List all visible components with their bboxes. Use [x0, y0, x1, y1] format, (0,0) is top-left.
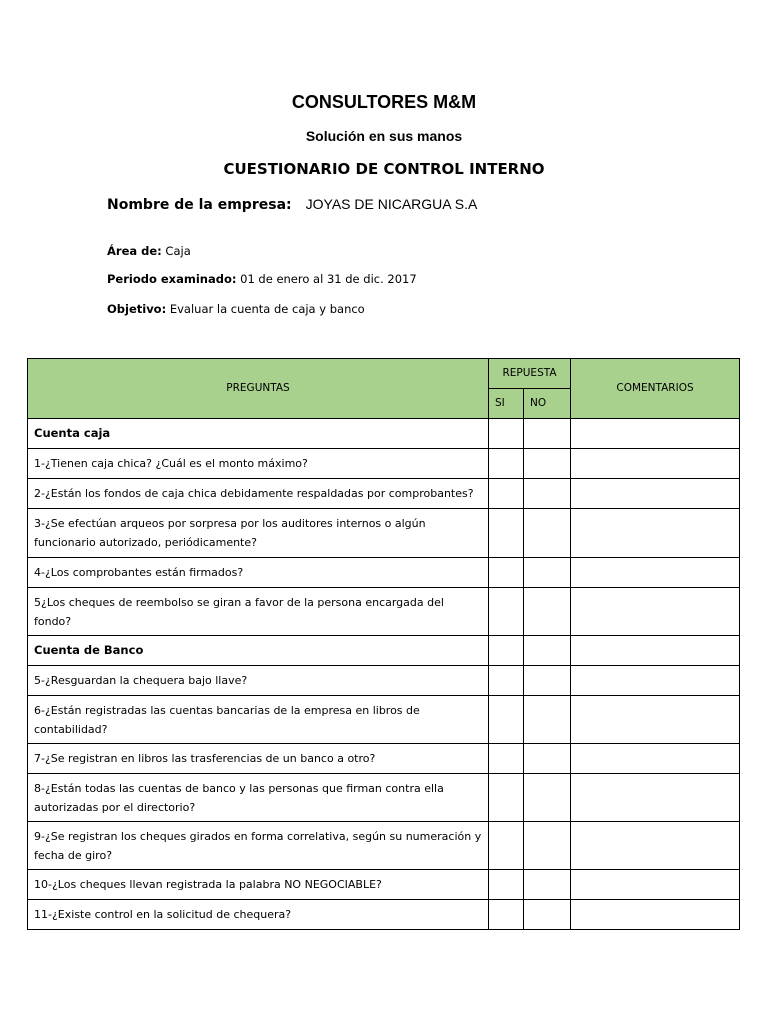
comment-cell[interactable] — [571, 696, 740, 744]
empresa-label: Nombre de la empresa: — [107, 197, 292, 213]
question-text: 3-¿Se efectúan arqueos por sorpresa por los auditores internos o algún funcionario autorizado, periódicamente? — [28, 509, 489, 558]
comment-cell[interactable] — [571, 636, 740, 666]
question-row — [28, 744, 740, 774]
no-cell[interactable] — [524, 666, 571, 696]
objetivo-line — [107, 302, 365, 316]
question-text: 9-¿Se registran los cheques girados en forma correlativa, según su numeración y fecha de giro? — [28, 822, 489, 870]
si-cell[interactable] — [489, 588, 524, 636]
empresa-line — [107, 196, 477, 213]
periodo-line — [107, 272, 417, 286]
question-text: 8-¿Están todas las cuentas de banco y las personas que firman contra ella autorizadas por el directorio? — [28, 774, 489, 822]
periodo-label: Periodo examinado: — [107, 272, 237, 286]
comment-cell[interactable] — [571, 870, 740, 900]
no-cell[interactable] — [524, 822, 571, 870]
comment-cell[interactable] — [571, 822, 740, 870]
question-text: 5¿Los cheques de reembolso se giran a favor de la persona encargada del fondo? — [28, 588, 489, 636]
header-si: SI — [489, 389, 524, 419]
comment-cell[interactable] — [571, 479, 740, 509]
company-name: CONSULTORES M&M — [291, 92, 477, 112]
objetivo-label: Objetivo: — [107, 302, 167, 316]
comment-cell[interactable] — [571, 744, 740, 774]
comment-cell[interactable] — [571, 419, 740, 449]
si-cell[interactable] — [489, 900, 524, 930]
area-value: Caja — [165, 244, 191, 258]
question-text: 5-¿Resguardan la chequera bajo llave? — [28, 666, 489, 696]
si-cell[interactable] — [489, 558, 524, 588]
header-comentarios: COMENTARIOS — [571, 359, 740, 419]
question-row — [28, 900, 740, 930]
no-cell[interactable] — [524, 696, 571, 744]
question-text: 4-¿Los comprobantes están firmados? — [28, 558, 489, 588]
question-text: 2-¿Están los fondos de caja chica debidamente respaldadas por comprobantes? — [28, 479, 489, 509]
section-row — [28, 636, 740, 666]
question-row — [28, 822, 740, 870]
company-slogan: Solución en sus manos — [305, 128, 463, 144]
question-text: 1-¿Tienen caja chica? ¿Cuál es el monto máximo? — [28, 449, 489, 479]
no-cell[interactable] — [524, 479, 571, 509]
questionnaire-table — [27, 358, 740, 930]
section-row — [28, 419, 740, 449]
header-no: NO — [524, 389, 571, 419]
question-row — [28, 509, 740, 558]
header-preguntas: PREGUNTAS — [28, 359, 489, 419]
question-row — [28, 696, 740, 744]
comment-cell[interactable] — [571, 449, 740, 479]
header-respuesta: REPUESTA — [489, 359, 571, 389]
si-cell[interactable] — [489, 870, 524, 900]
question-text: 10-¿Los cheques llevan registrada la palabra NO NEGOCIABLE? — [28, 870, 489, 900]
si-cell[interactable] — [489, 636, 524, 666]
section-title: Cuenta caja — [28, 419, 489, 449]
question-row — [28, 774, 740, 822]
section-title: Cuenta de Banco — [28, 636, 489, 666]
document-title: CUESTIONARIO DE CONTROL INTERNO — [223, 160, 545, 178]
comment-cell[interactable] — [571, 509, 740, 558]
no-cell[interactable] — [524, 588, 571, 636]
si-cell[interactable] — [489, 509, 524, 558]
si-cell[interactable] — [489, 449, 524, 479]
comment-cell[interactable] — [571, 666, 740, 696]
question-text: 6-¿Están registradas las cuentas bancarias de la empresa en libros de contabilidad? — [28, 696, 489, 744]
question-row — [28, 558, 740, 588]
area-label: Área de: — [107, 244, 162, 258]
no-cell[interactable] — [524, 870, 571, 900]
empresa-value: JOYAS DE NICARGUA S.A — [305, 196, 478, 212]
comment-cell[interactable] — [571, 588, 740, 636]
question-text: 7-¿Se registran en libros las trasferencias de un banco a otro? — [28, 744, 489, 774]
no-cell[interactable] — [524, 774, 571, 822]
comment-cell[interactable] — [571, 900, 740, 930]
si-cell[interactable] — [489, 479, 524, 509]
comment-cell[interactable] — [571, 558, 740, 588]
question-row — [28, 449, 740, 479]
si-cell[interactable] — [489, 774, 524, 822]
periodo-value: 01 de enero al 31 de dic. 2017 — [240, 272, 417, 286]
no-cell[interactable] — [524, 744, 571, 774]
comment-cell[interactable] — [571, 774, 740, 822]
question-row — [28, 666, 740, 696]
si-cell[interactable] — [489, 666, 524, 696]
objetivo-value: Evaluar la cuenta de caja y banco — [169, 302, 365, 316]
no-cell[interactable] — [524, 900, 571, 930]
si-cell[interactable] — [489, 744, 524, 774]
si-cell[interactable] — [489, 822, 524, 870]
area-line — [107, 244, 191, 258]
si-cell[interactable] — [489, 696, 524, 744]
no-cell[interactable] — [524, 636, 571, 666]
questionnaire-body — [28, 419, 740, 930]
question-text: 11-¿Existe control en la solicitud de chequera? — [28, 900, 489, 930]
question-row — [28, 870, 740, 900]
question-row — [28, 479, 740, 509]
no-cell[interactable] — [524, 558, 571, 588]
no-cell[interactable] — [524, 449, 571, 479]
question-row — [28, 588, 740, 636]
si-cell[interactable] — [489, 419, 524, 449]
no-cell[interactable] — [524, 509, 571, 558]
no-cell[interactable] — [524, 419, 571, 449]
